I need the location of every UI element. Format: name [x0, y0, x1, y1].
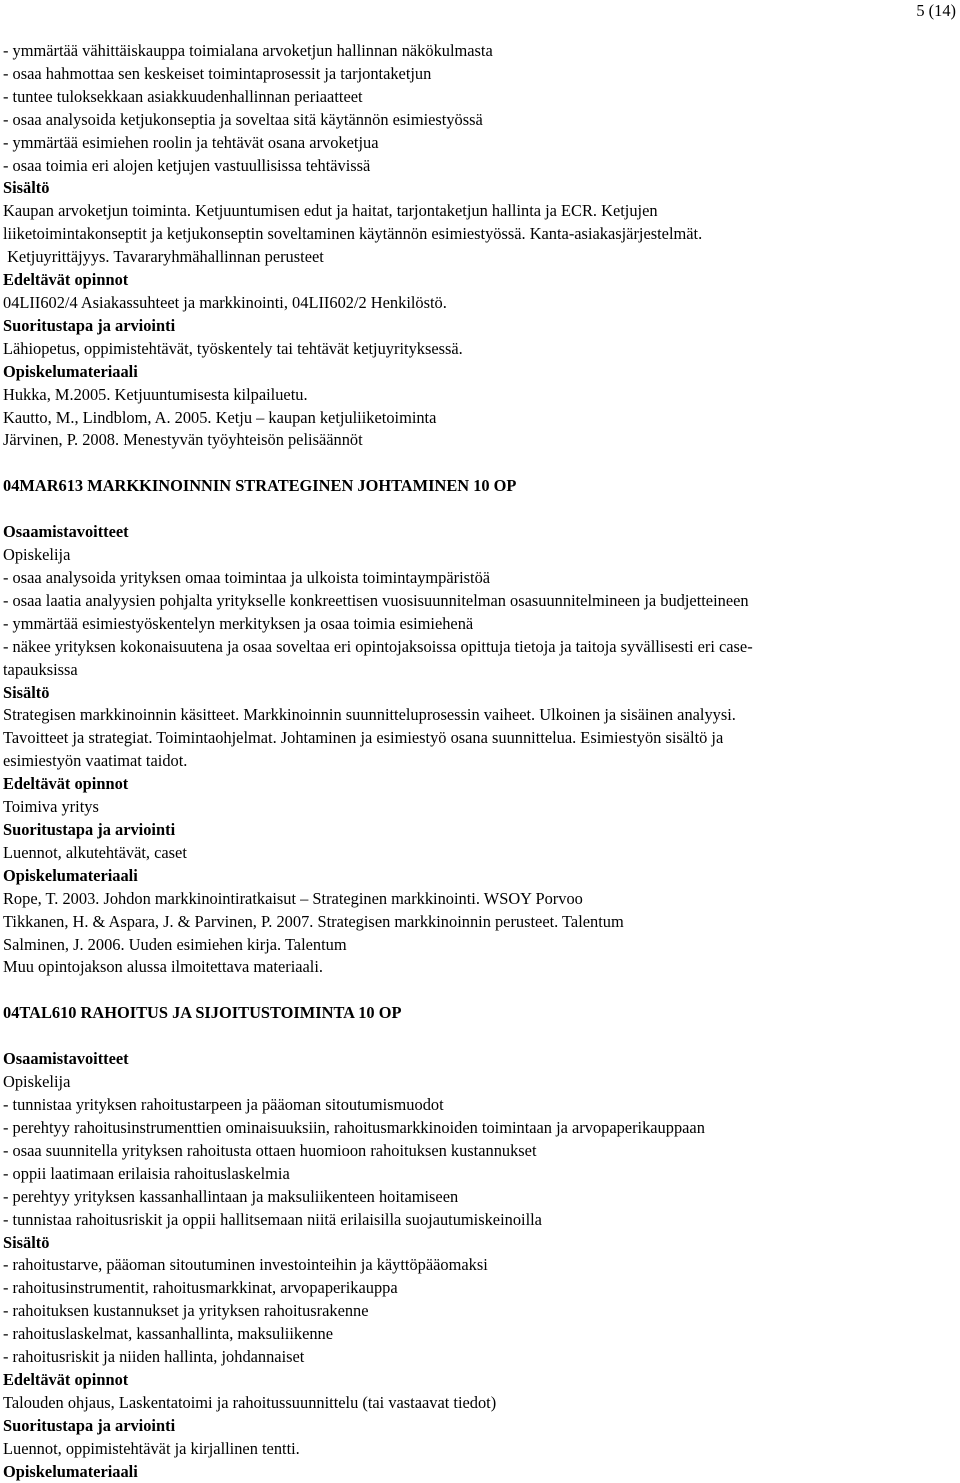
student-label: Opiskelija: [3, 1072, 71, 1092]
objective-line: - oppii laatimaan erilaisia rahoituslaskelmia: [3, 1163, 290, 1183]
content-line: - rahoitusriskit ja niiden hallinta, johdannaiset: [3, 1347, 305, 1367]
materials-label: Opiskelumateriaali: [3, 1461, 138, 1481]
materials-label: Opiskelumateriaali: [3, 865, 138, 885]
course-finance: [3, 1002, 955, 1483]
material-item: Muu opintojakson alussa ilmoitettava materiaali.: [3, 957, 324, 977]
objective-line: - ymmärtää vähittäiskauppa toimialana arvoketjun hallinnan näkökulmasta: [3, 41, 493, 60]
objective-line: - perehtyy yrityksen kassanhallintaan ja maksuliikenteen hoitamiseen: [3, 1186, 459, 1206]
content-line: - rahoituslaskelmat, kassanhallinta, maksuliikenne: [3, 1324, 334, 1344]
objective-line: - osaa suunnitella yrityksen rahoitusta ottaen huomioon rahoituksen kustannukset: [3, 1140, 537, 1160]
prereq-label: Edeltävät opinnot: [3, 774, 129, 794]
objective-line: - osaa laatia analyysien pohjalta yritykselle konkreettisen vuosisuunnitelman osasuunnitelmineen ja budjetteineen: [3, 590, 749, 610]
method-text: Lähiopetus, oppimistehtävät, työskentely tai tehtävät ketjuyrityksessä.: [3, 338, 463, 358]
objectives-label: Osaamistavoitteet: [3, 1049, 129, 1069]
material-item: Kautto, M., Lindblom, A. 2005. Ketju – kaupan ketjuliiketoiminta: [3, 407, 437, 427]
objective-line: - tunnistaa rahoitusriskit ja oppii hallitsemaan niitä erilaisilla suojautumiskeinoilla: [3, 1209, 542, 1229]
material-item: Hukka, M.2005. Ketjuuntumisesta kilpailuetu.: [3, 384, 308, 404]
objective-line: - näkee yrityksen kokonaisuutena ja osaa soveltaa eri opintojaksoissa opittuja tietoja ja taitoja syvällisesti eri case-: [3, 636, 753, 656]
student-label: Opiskelija: [3, 545, 71, 565]
objective-line: - osaa hahmottaa sen keskeiset toimintaprosessit ja tarjontaketjun: [3, 63, 432, 83]
material-item: Järvinen, P. 2008. Menestyvän työyhteisön pelisäännöt: [3, 430, 363, 450]
objective-line: - tuntee tuloksekkaan asiakkuudenhallinnan periaatteet: [3, 86, 363, 106]
method-label: Suoritustapa ja arviointi: [3, 1415, 176, 1435]
prereq-text: Toimiva yritys: [3, 797, 99, 817]
objectives-label: Osaamistavoitteet: [3, 522, 129, 542]
course-title: 04TAL610 RAHOITUS JA SIJOITUSTOIMINTA 10 OP: [3, 1003, 402, 1023]
method-label: Suoritustapa ja arviointi: [3, 820, 176, 839]
course-marketing: [3, 475, 955, 979]
content-line: - rahoitustarve, pääoman sitoutuminen investointeihin ja käyttöpääomaksi: [3, 1255, 488, 1275]
content-line: Strategisen markkinoinnin käsitteet. Markkinoinnin suunnitteluprosessin vaiheet. Ulkoinen ja sisäinen analyysi.: [3, 705, 736, 725]
materials-label: Opiskelumateriaali: [3, 361, 138, 381]
content-line: Kaupan arvoketjun toiminta. Ketjuuntumisen edut ja haitat, tarjontaketjun hallinta ja ECR. Ketjujen: [3, 201, 658, 221]
method-label: Suoritustapa ja arviointi: [3, 315, 176, 335]
content-label: Sisältö: [3, 178, 50, 198]
material-item: Salminen, J. 2006. Uuden esimiehen kirja. Talentum: [3, 934, 347, 954]
top-section: [3, 40, 955, 452]
prereq-text: 04LII602/4 Asiakassuhteet ja markkinointi, 04LII602/2 Henkilöstö.: [3, 292, 447, 312]
objective-line: - tunnistaa yrityksen rahoitustarpeen ja pääoman sitoutumismuodot: [3, 1095, 444, 1115]
content-line: liiketoimintakonseptit ja ketjukonseptin soveltaminen käytännön esimiestyössä. Kanta-asiakasjärjestelmät.: [3, 224, 703, 244]
method-text: Luennot, alkutehtävät, caset: [3, 842, 187, 862]
objective-line: - perehtyy rahoitusinstrumenttien ominaisuuksiin, rahoitusmarkkinoiden toimintaan ja arvopaperikauppaan: [3, 1117, 705, 1137]
prereq-label: Edeltävät opinnot: [3, 1369, 129, 1389]
page-number: 5 (14): [916, 1, 956, 20]
objective-line: - osaa analysoida ketjukonseptia ja soveltaa sitä käytännön esimiestyössä: [3, 109, 483, 129]
content-line: - rahoituksen kustannukset ja yrityksen rahoitusrakenne: [3, 1301, 369, 1321]
content-label: Sisältö: [3, 682, 50, 702]
content-line: Ketjuyrittäjyys. Tavararyhmähallinnan perusteet: [3, 247, 324, 267]
content-line: - rahoitusinstrumentit, rahoitusmarkkinat, arvopaperikauppa: [3, 1278, 398, 1298]
course-title: 04MAR613 MARKKINOINNIN STRATEGINEN JOHTAMINEN 10 OP: [3, 476, 517, 496]
prereq-text: Talouden ohjaus, Laskentatoimi ja rahoitussuunnittelu (tai vastaavat tiedot): [3, 1392, 497, 1412]
objective-line: - ymmärtää esimiestyöskentelyn merkityksen ja osaa toimia esimiehenä: [3, 613, 474, 633]
objective-line: tapauksissa: [3, 659, 78, 679]
material-item: Rope, T. 2003. Johdon markkinointiratkaisut – Strateginen markkinointi. WSOY Porvoo: [3, 888, 583, 908]
prereq-label: Edeltävät opinnot: [3, 270, 129, 290]
material-item: Tikkanen, H. & Aspara, J. & Parvinen, P. 2007. Strategisen markkinoinnin perusteet. Talentum: [3, 911, 624, 931]
document-body: [3, 40, 955, 1483]
method-text: Luennot, oppimistehtävät ja kirjallinen tentti.: [3, 1438, 300, 1458]
content-line: Tavoitteet ja strategiat. Toimintaohjelmat. Johtaminen ja esimiestyö osana suunnittelua. Esimiestyön sisältö ja: [3, 728, 724, 748]
objective-line: - osaa analysoida yrityksen omaa toimintaa ja ulkoista toimintaympäristöä: [3, 568, 491, 588]
content-label: Sisältö: [3, 1232, 50, 1252]
objective-line: - ymmärtää esimiehen roolin ja tehtävät osana arvoketjua: [3, 132, 379, 152]
objective-line: - osaa toimia eri alojen ketjujen vastuullisissa tehtävissä: [3, 155, 371, 175]
content-line: esimiestyön vaatimat taidot.: [3, 751, 188, 771]
